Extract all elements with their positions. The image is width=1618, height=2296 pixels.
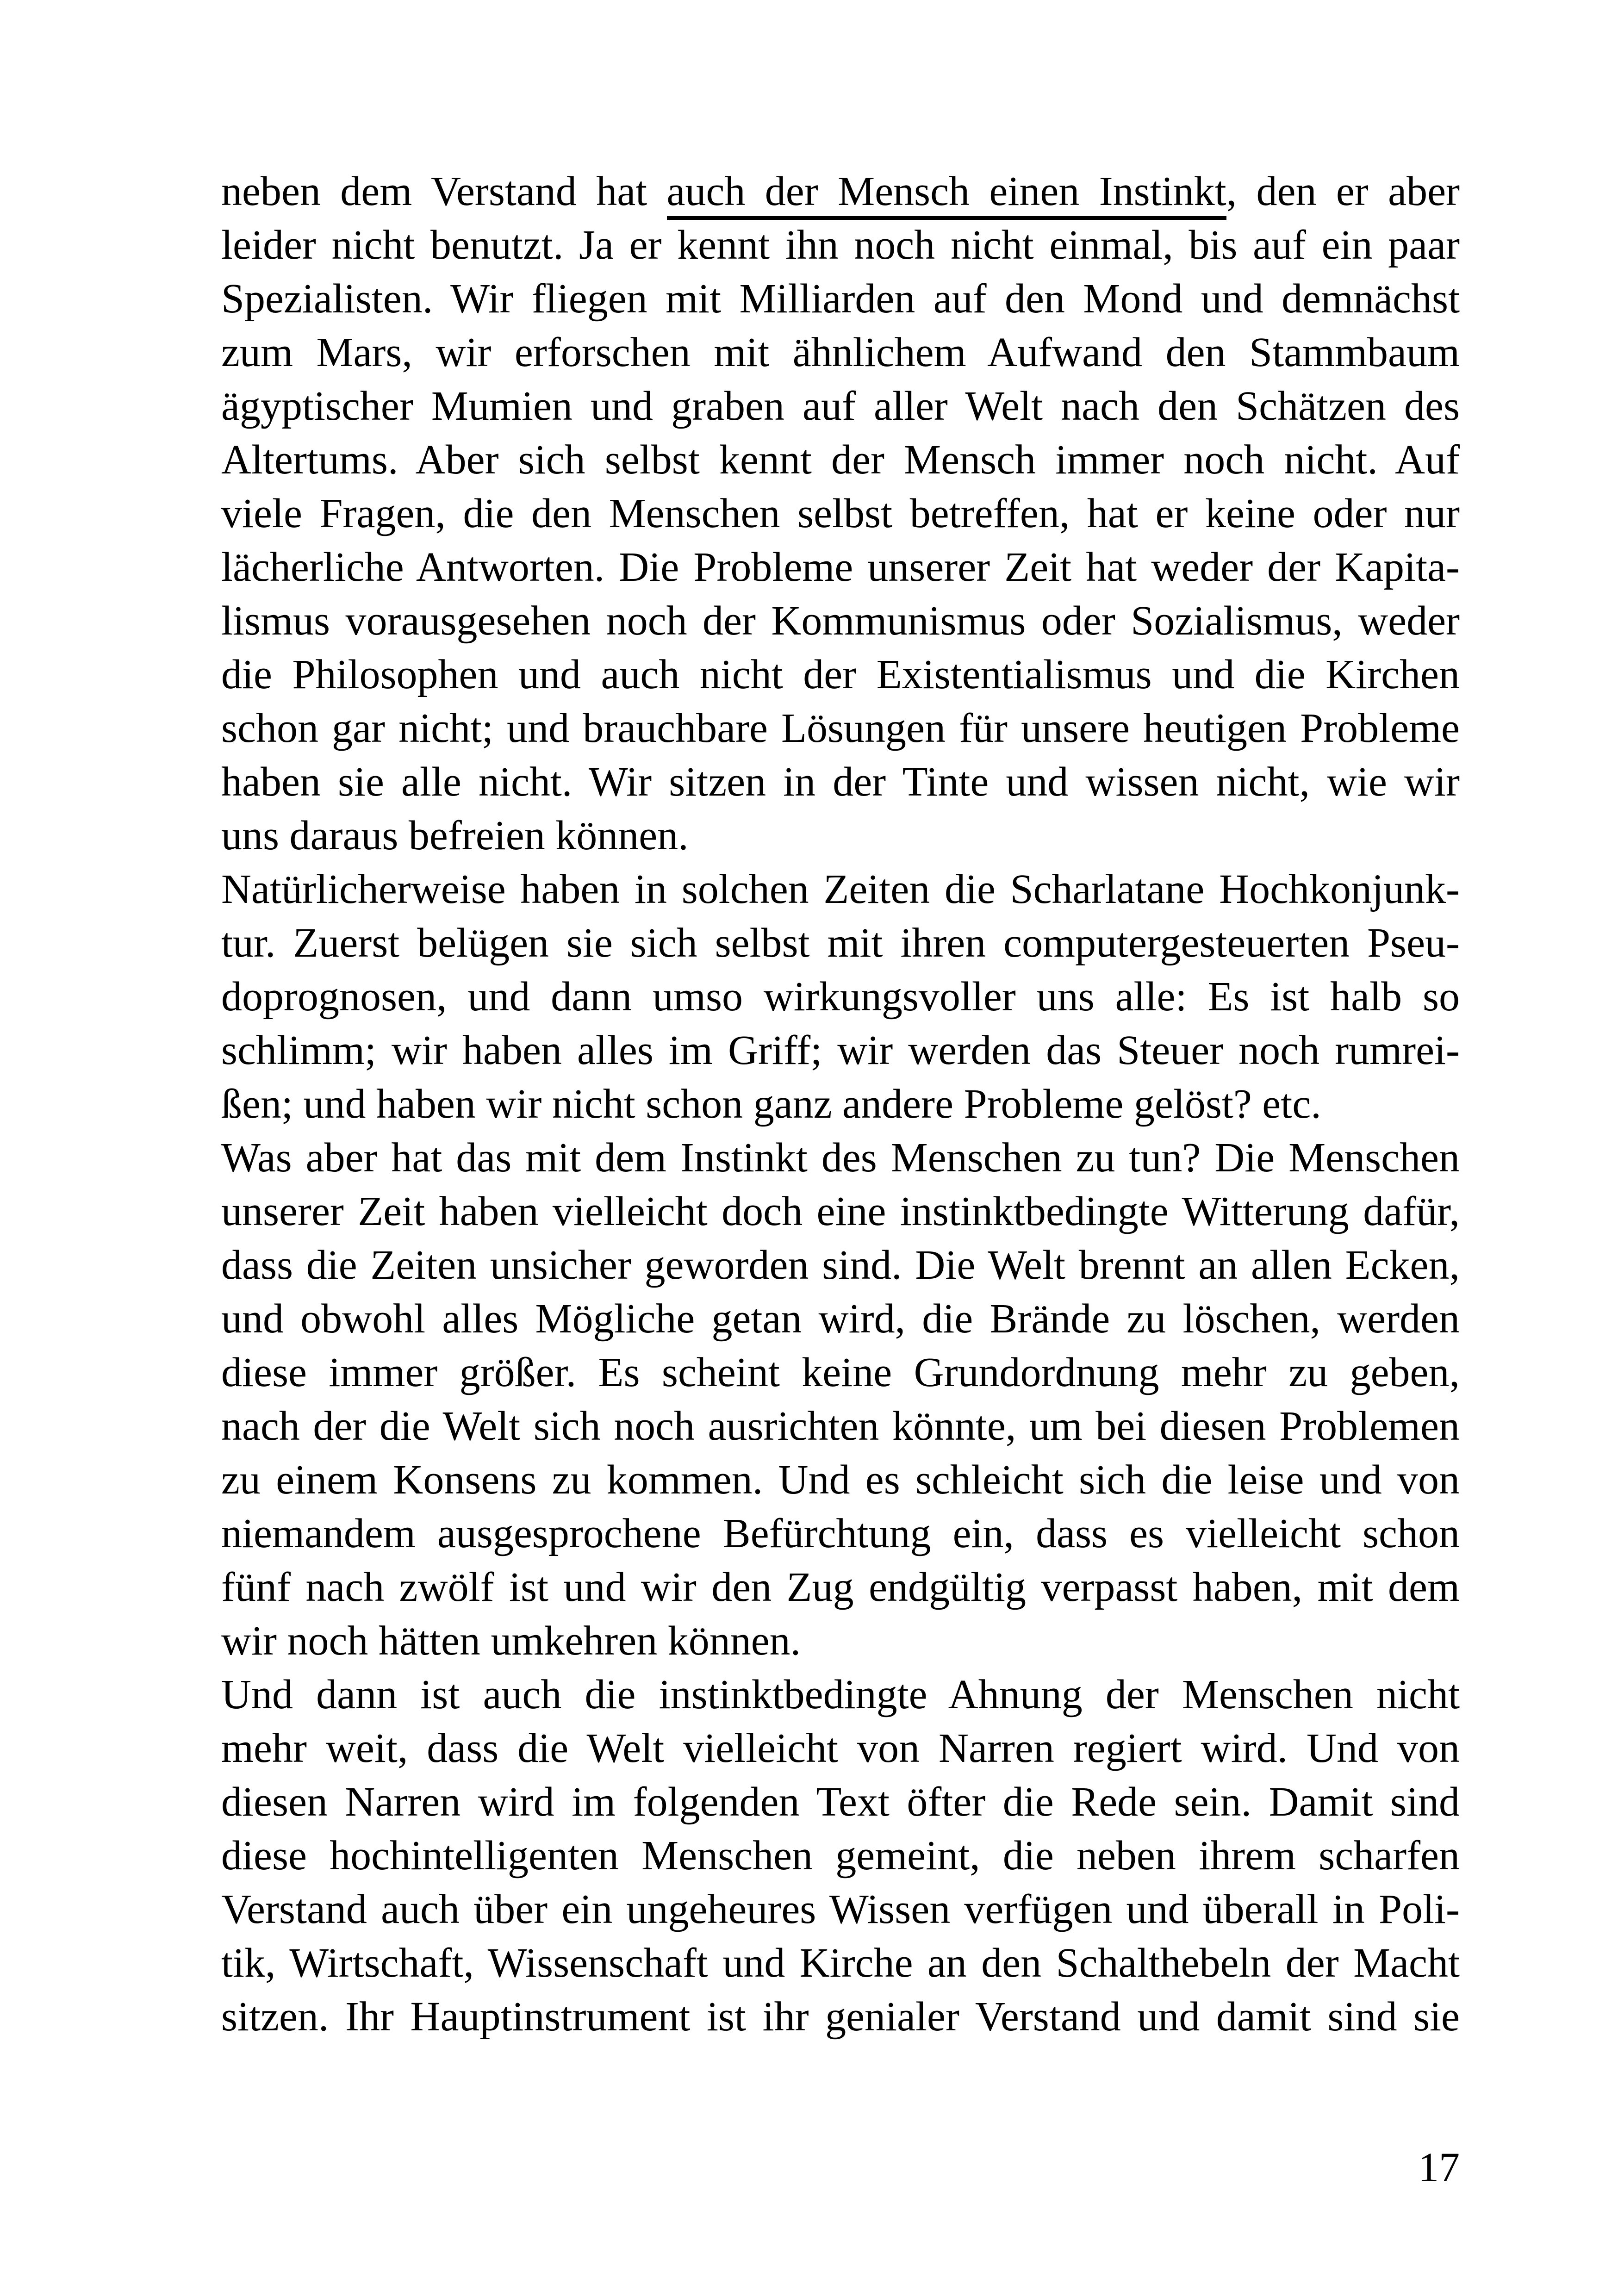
text-segment: tik, Wirtschaft, Wissenschaft und Kirche an den Schalthebeln der Macht: [221, 1940, 1460, 1986]
text-segment: , den er aber: [1226, 168, 1460, 214]
text-segment: fünf nach zwölf ist und wir den Zug endgültig verpasst haben, mit dem: [221, 1564, 1460, 1610]
text-segment: haben sie alle nicht. Wir sitzen in der Tinte und wissen nicht, wie wir: [221, 759, 1460, 805]
text-line: [221, 594, 1460, 648]
text-line: [221, 702, 1460, 755]
text-line: [221, 1292, 1460, 1346]
text-line: [221, 1722, 1460, 1775]
text-line: [221, 218, 1460, 272]
text-line: [221, 1024, 1460, 1077]
text-segment: mehr weit, dass die Welt vielleicht von Narren regiert wird. Und von: [221, 1725, 1460, 1771]
underlined-phrase: auch der Mensch einen Instinkt: [667, 168, 1226, 220]
text-line: [221, 1990, 1460, 2044]
text-line: [221, 1131, 1460, 1185]
text-line: [221, 1936, 1460, 1990]
text-line: [221, 1400, 1460, 1453]
text-segment: Verstand auch über ein ungeheures Wissen verfügen und überall in Poli-: [221, 1886, 1460, 1932]
text-segment: Was aber hat das mit dem Instinkt des Menschen zu tun? Die Menschen: [221, 1135, 1460, 1181]
text-segment: viele Fragen, die den Menschen selbst betreffen, hat er keine oder nur: [221, 491, 1460, 536]
text-line: [221, 916, 1460, 970]
text-line: [221, 1668, 1460, 1722]
text-segment: niemandem ausgesprochene Befürchtung ein, dass es vielleicht schon: [221, 1511, 1460, 1556]
text-segment: diese immer größer. Es scheint keine Grundordnung mehr zu geben,: [221, 1350, 1460, 1395]
text-line: [221, 1077, 1460, 1131]
text-line: [221, 1775, 1460, 1829]
text-segment: dass die Zeiten unsicher geworden sind. Die Welt brennt an allen Ecken,: [221, 1242, 1460, 1288]
text-line: [221, 541, 1460, 594]
text-segment: Spezialisten. Wir fliegen mit Milliarden auf den Mond und demnächst: [221, 276, 1460, 322]
text-line: [221, 1238, 1460, 1292]
text-line: [221, 1185, 1460, 1238]
text-segment: diese hochintelligenten Menschen gemeint, die neben ihrem scharfen: [221, 1833, 1460, 1879]
text-segment: Altertums. Aber sich selbst kennt der Mensch immer noch nicht. Auf: [221, 437, 1460, 483]
text-segment: wir noch hätten umkehren können.: [221, 1618, 801, 1664]
text-segment: sitzen. Ihr Hauptinstrument ist ihr genialer Verstand und damit sind sie: [221, 1994, 1460, 2040]
text-segment: leider nicht benutzt. Ja er kennt ihn noch nicht einmal, bis auf ein paar: [221, 222, 1460, 268]
text-segment: unserer Zeit haben vielleicht doch eine instinktbedingte Witterung dafür,: [221, 1188, 1460, 1234]
text-line: [221, 326, 1460, 380]
text-segment: ägyptischer Mumien und graben auf aller Welt nach den Schätzen des: [221, 383, 1460, 429]
text-line: [221, 863, 1460, 916]
text-line: [221, 970, 1460, 1024]
text-line: [221, 1883, 1460, 1936]
text-line: [221, 809, 1460, 863]
text-segment: und obwohl alles Mögliche getan wird, die Brände zu löschen, werden: [221, 1296, 1460, 1342]
text-segment: lächerliche Antworten. Die Probleme unserer Zeit hat weder der Kapita-: [221, 544, 1460, 590]
text-segment: uns daraus befreien können.: [221, 813, 689, 859]
text-segment: Natürlicherweise haben in solchen Zeiten die Scharlatane Hochkonjunk-: [221, 866, 1460, 912]
text-line: [221, 1346, 1460, 1400]
text-line: [221, 433, 1460, 487]
text-segment: ßen; und haben wir nicht schon ganz andere Probleme gelöst? etc.: [221, 1081, 1321, 1127]
text-segment: die Philosophen und auch nicht der Existentialismus und die Kirchen: [221, 652, 1460, 697]
text-line: [221, 755, 1460, 809]
text-segment: zum Mars, wir erforschen mit ähnlichem Aufwand den Stammbaum: [221, 330, 1460, 375]
text-line: [221, 1507, 1460, 1561]
text-line: [221, 487, 1460, 541]
text-segment: lismus vorausgesehen noch der Kommunismus oder Sozialismus, weder: [221, 598, 1460, 644]
text-segment: doprognosen, und dann umso wirkungsvoller uns alle: Es ist halb so: [221, 974, 1460, 1020]
text-segment: neben dem Verstand hat: [221, 168, 667, 214]
text-line: [221, 1561, 1460, 1614]
text-segment: Und dann ist auch die instinktbedingte Ahnung der Menschen nicht: [221, 1672, 1460, 1717]
text-line: [221, 1829, 1460, 1883]
text-segment: schon gar nicht; und brauchbare Lösungen für unsere heutigen Probleme: [221, 705, 1460, 751]
text-line: [221, 380, 1460, 433]
text-segment: zu einem Konsens zu kommen. Und es schleicht sich die leise und von: [221, 1457, 1460, 1503]
body-text-block: [221, 165, 1460, 2044]
text-segment: schlimm; wir haben alles im Griff; wir werden das Steuer noch rumrei-: [221, 1027, 1460, 1073]
text-line: [221, 1614, 1460, 1668]
text-segment: nach der die Welt sich noch ausrichten könnte, um bei diesen Problemen: [221, 1403, 1460, 1449]
page-number: 17: [1418, 2145, 1460, 2190]
text-line: [221, 272, 1460, 326]
text-segment: tur. Zuerst belügen sie sich selbst mit ihren computergesteuerten Pseu-: [221, 920, 1460, 966]
text-line: [221, 648, 1460, 702]
text-line: [221, 1453, 1460, 1507]
text-line: [221, 165, 1460, 218]
text-segment: diesen Narren wird im folgenden Text öfter die Rede sein. Damit sind: [221, 1779, 1460, 1825]
